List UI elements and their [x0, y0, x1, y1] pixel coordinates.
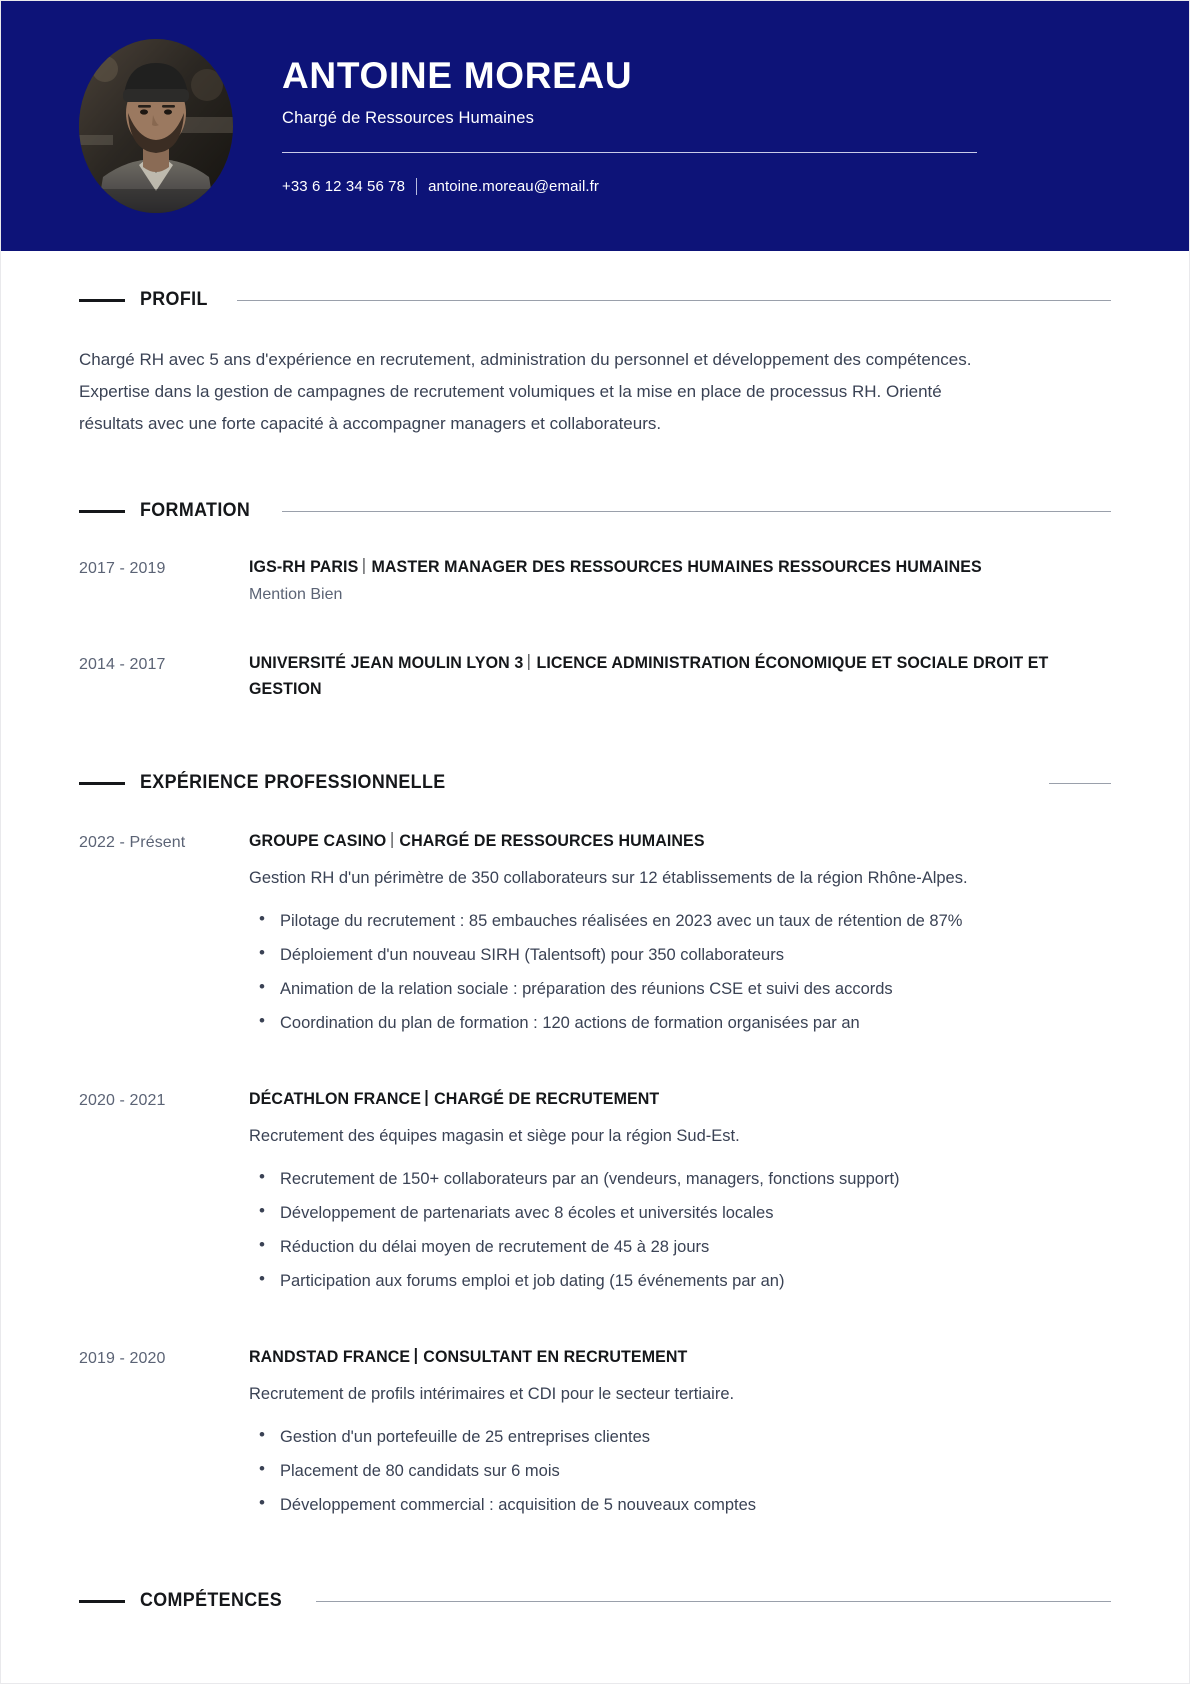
contact-line [282, 178, 1089, 195]
title-separator-icon [528, 654, 529, 670]
experience-description: Recrutement de profils intérimaires et CDI pour le secteur tertiaire. [249, 1385, 735, 1403]
education-school: UNIVERSITÉ JEAN MOULIN LYON 3 [249, 654, 524, 672]
experience-title [249, 1086, 1085, 1112]
education-degree: MASTER MANAGER DES RESSOURCES HUMAINES RESSOURCES HUMAINES [371, 558, 982, 576]
education-title [249, 650, 1085, 702]
experience-company: RANDSTAD FRANCE [249, 1348, 411, 1366]
title-separator-icon [363, 558, 364, 574]
section-dash-icon [79, 1600, 125, 1603]
education-entry [79, 554, 1111, 608]
experience-title [249, 1344, 1085, 1370]
experience-description: Gestion RH d'un périmètre de 350 collaborateurs sur 12 établissements de la région Rhône-Alpes. [249, 869, 968, 887]
title-separator-icon [391, 832, 392, 848]
education-entry [79, 650, 1111, 702]
page-title: ANTOINE MOREAU [282, 54, 633, 96]
list-item: • Animation de la relation sociale : préparation des réunions CSE et suivi des accords [249, 974, 1070, 1004]
contact-separator-icon [416, 178, 417, 195]
education-title [249, 554, 1085, 580]
education-school: IGS-RH PARIS [249, 558, 359, 576]
experience-company: DÉCATHLON FRANCE [249, 1090, 421, 1108]
section-title-competences: COMPÉTENCES [140, 1590, 283, 1611]
section-header-formation [79, 500, 1111, 522]
experience-entry [79, 828, 1111, 1042]
phone-number[interactable]: +33 6 12 34 56 78 [282, 178, 406, 196]
title-separator-icon [415, 1348, 416, 1364]
resume-body [1, 289, 1189, 1612]
experience-title [249, 828, 1085, 854]
section-rule [237, 300, 1111, 301]
section-title-profil: PROFIL [140, 289, 208, 310]
section-header-profil [79, 289, 1111, 311]
experience-dates: 2019 - 2020 [79, 1350, 166, 1367]
experience-position: CHARGÉ DE RECRUTEMENT [434, 1090, 660, 1108]
section-rule [490, 783, 1111, 784]
experience-bullet-list [249, 1164, 1111, 1296]
section-rule [282, 511, 1111, 512]
experience-position: CHARGÉ DE RESSOURCES HUMAINES [399, 832, 705, 850]
header-divider [282, 152, 977, 153]
section-rule [316, 1601, 1111, 1602]
profile-paragraph: Chargé RH avec 5 ans d'expérience en recrutement, administration du personnel et développement des compétences. Expertise dans la gestion de campagnes de recrutement volumiques et la mise en place de processus RH. Orienté résultats avec une forte capacité à accompagner managers et collaborateurs. [79, 350, 972, 433]
list-item: • Coordination du plan de formation : 120 actions de formation organisées par an [249, 1008, 1070, 1038]
list-item: • Développement de partenariats avec 8 écoles et universités locales [249, 1198, 1070, 1228]
experience-position: CONSULTANT EN RECRUTEMENT [423, 1348, 688, 1366]
experience-dates: 2020 - 2021 [79, 1092, 166, 1109]
email-address[interactable]: antoine.moreau@email.fr [428, 178, 600, 196]
experience-company: GROUPE CASINO [249, 832, 387, 850]
education-content [249, 554, 1111, 608]
education-dates: 2014 - 2017 [79, 656, 166, 673]
experience-content [249, 1086, 1111, 1300]
avatar [79, 39, 233, 213]
list-item: • Participation aux forums emploi et job dating (15 événements par an) [249, 1266, 1070, 1296]
list-item: • Gestion d'un portefeuille de 25 entreprises clientes [249, 1422, 1070, 1452]
education-dates: 2017 - 2019 [79, 560, 166, 577]
experience-bullet-list [249, 1422, 1111, 1520]
section-title-formation: FORMATION [140, 500, 251, 521]
list-item: • Placement de 80 candidats sur 6 mois [249, 1456, 1070, 1486]
section-header-experience [79, 772, 1111, 794]
experience-entry [79, 1086, 1111, 1300]
experience-dates: 2022 - Présent [79, 834, 186, 851]
title-separator-icon [426, 1090, 427, 1106]
list-item: • Recrutement de 150+ collaborateurs par an (vendeurs, managers, fonctions support) [249, 1164, 1070, 1194]
section-dash-icon [79, 510, 125, 513]
education-note: Mention Bien [249, 586, 343, 603]
job-role-subtitle: Chargé de Ressources Humaines [282, 109, 534, 128]
section-header-competences [79, 1590, 1111, 1612]
experience-content [249, 1344, 1111, 1524]
section-title-experience: EXPÉRIENCE PROFESSIONNELLE [140, 772, 446, 793]
list-item: • Développement commercial : acquisition de 5 nouveaux comptes [249, 1490, 1070, 1520]
portrait-photo-icon [79, 39, 233, 213]
resume-header [1, 1, 1189, 251]
list-item: • Pilotage du recrutement : 85 embauches réalisées en 2023 avec un taux de rétention de 87% [249, 906, 1070, 936]
experience-description: Recrutement des équipes magasin et siège pour la région Sud-Est. [249, 1127, 740, 1145]
experience-bullet-list [249, 906, 1111, 1038]
experience-entry [79, 1344, 1111, 1524]
list-item: • Déploiement d'un nouveau SIRH (Talentsoft) pour 350 collaborateurs [249, 940, 1070, 970]
education-content [249, 650, 1111, 702]
header-text-block [282, 54, 1189, 196]
section-dash-icon [79, 299, 125, 302]
experience-content [249, 828, 1111, 1042]
education-degree: LICENCE ADMINISTRATION ÉCONOMIQUE ET SOCIALE DROIT ET GESTION [249, 654, 1049, 698]
list-item: • Réduction du délai moyen de recrutement de 45 à 28 jours [249, 1232, 1070, 1262]
section-dash-icon [79, 782, 125, 785]
